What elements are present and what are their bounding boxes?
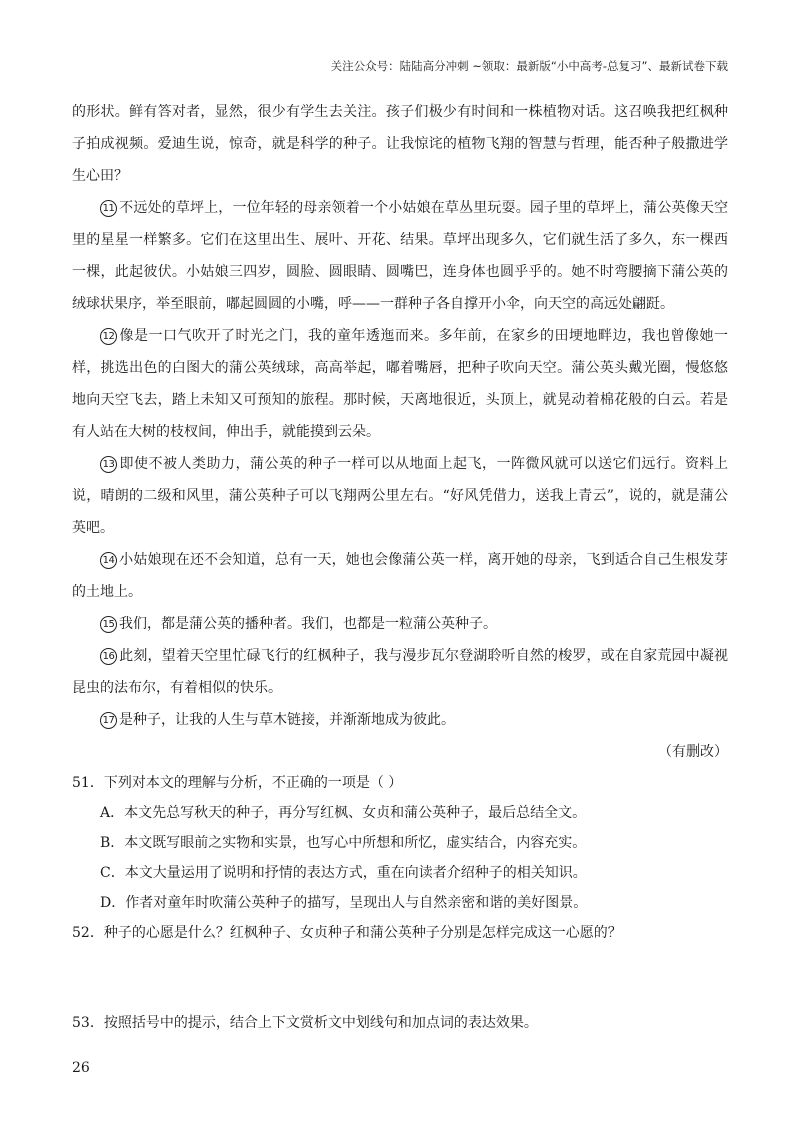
answer-space xyxy=(72,948,728,1008)
question-53: 53．按照括号中的提示，结合上下文赏析文中划线句和加点词的表达效果。 xyxy=(72,1015,538,1031)
source-note: （有删改） xyxy=(658,744,728,760)
paragraph-text: 的形状。鲜有答对者，显然，很少有学生去关注。孩子们极少有时间和一株植物对话。这召唤我把红枫种子拍成视频。爱迪生说，惊奇，就是科学的种子。让我惊诧的植物飞翔的智慧与哲理，能否种子般撒进学生心田？ xyxy=(72,104,728,184)
page-number: 26 xyxy=(72,1060,90,1076)
question-51-option-b: B．本文既写眼前之实物和实景，也写心中所想和所忆，虚实结合，内容充实。 xyxy=(100,835,587,851)
circled-number-15: 15 xyxy=(100,616,117,633)
circled-number-17: 17 xyxy=(100,712,117,729)
paragraph-13 xyxy=(72,448,728,544)
circled-number-11: 11 xyxy=(100,200,117,217)
question-51-option-c: C．本文大量运用了说明和抒情的表达方式，重在向读者介绍种子的相关知识。 xyxy=(100,865,587,881)
circled-number-13: 13 xyxy=(100,456,117,473)
question-51-option-d: D．作者对童年时吹蒲公英种子的描写，呈现出人与自然亲密和谐的美好图景。 xyxy=(100,895,588,911)
circled-number-14: 14 xyxy=(100,552,117,569)
question-51-option-a: A．本文先总写秋天的种子，再分写红枫、女贞和蒲公英种子，最后总结全文。 xyxy=(100,805,587,821)
paragraph-10-continued xyxy=(72,96,728,192)
paragraph-12 xyxy=(72,320,728,448)
paragraph-text: 像是一口气吹开了时光之门，我的童年透迤而来。多年前，在家乡的田埂地畔边，我也曾像她一样，挑选出色的白图大的蒲公英绒球，高高举起，嘟着嘴唇，把种子吹向天空。蒲公英头戴光圈，慢悠悠地向天空飞去，踏上未知又可预知的旅程。那时候，天离地很近，头顶上，就晃动着棉花般的白云。若是有人站在大树的枝杈间，伸出手，就能摸到云朵。 xyxy=(72,328,728,440)
circled-number-12: 12 xyxy=(100,328,117,345)
article-body xyxy=(72,96,728,1038)
question-52: 52．种子的心愿是什么？红枫种子、女贞种子和蒲公英种子分别是怎样完成这一心愿的？ xyxy=(72,925,622,941)
question-51-stem: 51．下列对本文的理解与分析，不正确的一项是（ ） xyxy=(72,775,403,791)
paragraph-text: 是种子，让我的人生与草木链接，并渐渐地成为彼此。 xyxy=(119,712,455,728)
circled-number-16: 16 xyxy=(100,648,117,665)
paragraph-11 xyxy=(72,192,728,320)
paragraph-15 xyxy=(72,608,728,640)
paragraph-text: 小姑娘现在还不会知道，总有一天，她也会像蒲公英一样，离开她的母亲，飞到适合自己生根发芽的土地上。 xyxy=(72,552,728,600)
paragraph-text: 我们，都是蒲公英的播种者。我们，也都是一粒蒲公英种子。 xyxy=(119,616,497,632)
paragraph-text: 即使不被人类助力，蒲公英的种子一样可以从地面上起飞，一阵微风就可以送它们远行。资料上说，晴朗的二级和风里，蒲公英种子可以飞翔两公里左右。“好风凭借力，送我上青云”，说的，就是蒲公英吧。 xyxy=(72,456,728,536)
paragraph-14 xyxy=(72,544,728,608)
paragraph-17 xyxy=(72,704,728,736)
paragraph-text: 不远处的草坪上，一位年轻的母亲领着一个小姑娘在草丛里玩耍。园子里的草坪上，蒲公英像天空里的星星一样繁多。它们在这里出生、展叶、开花、结果。草坪出现多久，它们就生活了多久，东一棵西一棵，此起彼伏。小姑娘三四岁，圆脸、圆眼睛、圆嘴巴，连身体也圆乎乎的。她不时弯腰摘下蒲公英的绒球状果序，举至眼前，嘟起圆圆的小嘴，呼——一群种子各自撑开小伞，向天空的高远处翩跹。 xyxy=(72,200,728,312)
paragraph-text: 此刻，望着天空里忙碌飞行的红枫种子，我与漫步瓦尔登湖聆听自然的梭罗，或在自家荒园中凝视昆虫的法布尔，有着相似的快乐。 xyxy=(72,648,728,696)
page-header: 关注公众号：陆陆高分冲刺 ~领取：最新版“小中高考-总复习”、最新试卷下载 xyxy=(330,59,728,73)
paragraph-16 xyxy=(72,640,728,704)
